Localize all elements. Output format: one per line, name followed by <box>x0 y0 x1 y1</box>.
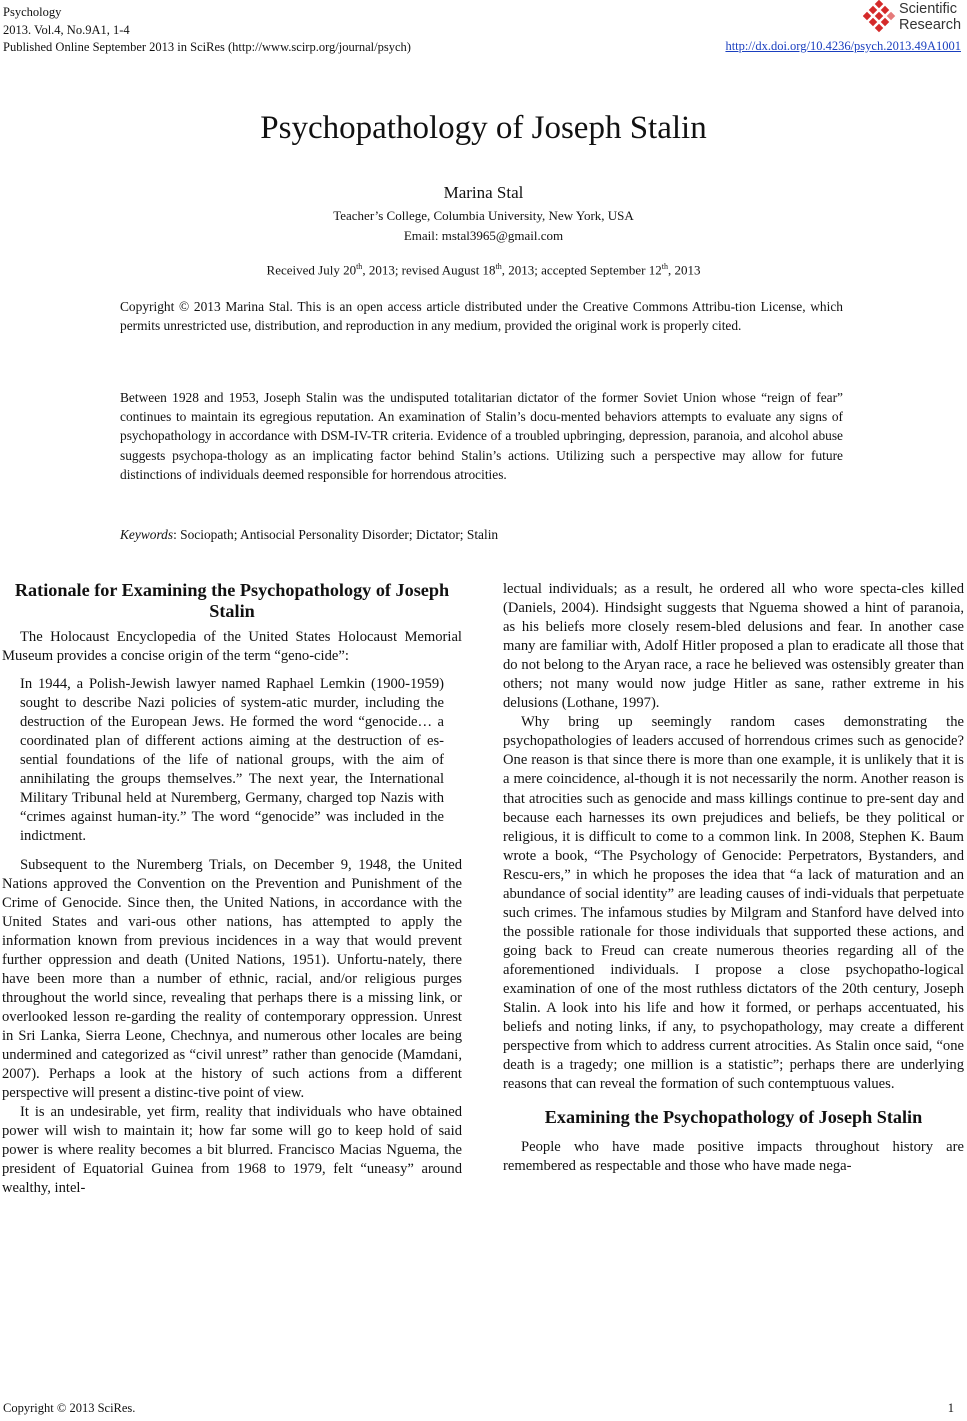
paragraph: People who have made positive impacts throughout history are remembered as respectable and those who have made nega- <box>503 1139 964 1175</box>
paragraph: It is an undesirable, yet firm, reality that individuals who have obtained power will wish to maintain it; how far some will go to keep hold of said power is where reality becomes a bit blurred. Francisco Macias Nguema, the president of Equatorial Guinea from 1968 to 1979, felt “uneasy” around wealthy, intel- <box>2 1104 462 1197</box>
paragraph-continued: lectual individuals; as a result, he ordered all who wore specta-cles killed (Daniels, 2004). Hindsight suggests that Nguema showed a hint of paranoia, as his beliefs more closely resem-bled delusions and fear. In another case many are familiar with, Adolf Hitler proposed a plan to eradicate all those that do not belong to the Aryan race, a race he believed was ostensibly greater than others; not many would now judge Hitler as sane, rather extreme in his delusions (Lothane, 1997). <box>503 581 964 712</box>
paragraph: Why bring up seemingly random cases demonstrating the psychopathologies of leaders accused of horrendous crimes such as genocide? One reason is that since there is more than one example, it is unlikely that it is a mere coincidence, al-though it is not necessarily the norm. Another reason is that atrocities such as genocide and mass killings continue to pre-sent day and because each harnesses its own prejudices and beliefs, be they political or religious, it is difficult to come to a common link. In 2008, Stephen K. Baum wrote a book, “The Psychology of Genocide: Perpetrators, Bystanders, and Rescu-ers,” in which he proposes the idea that “a lack of maturation and an abundance of social identity” are leading causes of indi-viduals that perpetuate such crimes. The infamous studies by Milgram and Stanford have delved into the possible rationale for those individuals that supported these actions, and going back to Freud can create numerous theories regarding all of the aforementioned individuals. I propose a close psychopatho-logical examination of one of the most ruthless dictators of the 20th century, Joseph Stalin. A look into his life and how it formed, or perhaps accentuated, his beliefs and noting links, if any, to psychopathology, may create a different perspective from which to address current atrocities. As Stalin once said, “one death is a tragedy; one million is a statistic”; perhaps there are underlying reasons that can reveal the formation of such contemptuous values. <box>503 714 964 1093</box>
abstract: Between 1928 and 1953, Joseph Stalin was the undisputed totalitarian dictator of the former Soviet Union whose “reign of fear” continues to maintain its egregious reputation. An examination of Stalin’s docu-mented behaviors attempts to evaluate any signs of psychopathology in accordance with DSM-IV-TR criteria. Evidence of a troubled upbringing, depression, paranoia, and alcohol abuse suggests psychopa-thology as an implicating factor behind Stalin’s actions. Utilizing such a perspective may allow for future distinctions of individuals deemed responsible for horrendous atrocities. <box>120 390 843 482</box>
keywords <box>120 527 498 543</box>
right-column <box>503 580 964 1176</box>
journal-name: Psychology <box>3 5 62 19</box>
author-email: Email: mstal3965@gmail.com <box>403 228 564 243</box>
article-title: Psychopathology of Joseph Stalin <box>260 110 707 146</box>
paragraph: The Holocaust Encyclopedia of the United States Holocaust Memorial Museum provides a concise origin of the term “geno-cide”: <box>2 629 462 665</box>
section-heading-rationale: Rationale for Examining the Psychopathology of Joseph Stalin <box>14 580 450 621</box>
footer-copyright: Copyright © 2013 SciRes. <box>3 1401 136 1415</box>
logo-diamond-icon <box>863 0 897 34</box>
volume-info: 2013. Vol.4, No.9A1, 1-4 <box>3 22 130 37</box>
block-quote: In 1944, a Polish-Jewish lawyer named Raphael Lemkin (1900-1959) sought to describe Nazi policies of system-atic murder, including the destruction of the European Jews. He formed the word “genocide… a coordinated plan of different actions aiming at the destruction of es-sential foundations of the life of national groups, with the aim of annihilating the groups themselves.” The next year, the International Military Tribunal held at Nuremberg, Germany, charged top Nazis with “crimes against human-ity.” The word “genocide” was included in the indictment. <box>20 676 444 845</box>
logo-text-line1: Scientific <box>899 1 958 17</box>
publication-info: Published Online September 2013 in SciRes (http://www.scirp.org/journal/psych) <box>3 40 411 54</box>
doi-link[interactable]: http://dx.doi.org/10.4236/psych.2013.49A1001 <box>725 39 961 53</box>
keywords-label: Keywords <box>120 527 174 542</box>
logo-text-line2: Research <box>899 17 962 33</box>
section-heading-examining: Examining the Psychopathology of Joseph Stalin <box>544 1107 923 1128</box>
running-header <box>3 4 411 57</box>
paragraph: Subsequent to the Nuremberg Trials, on December 9, 1948, the United Nations approved the Convention on the Prevention and Punishment of the Crime of Genocide. Since then, the United Nations, in accordance with the United States and vari-ous other nations, has attempted to apply the information known from previous incidences in a way that would prevent further oppression and death (United Nations, 1951). Unfortu-nately, there have been more than a number of ethnic, racial, and/or religious purges throughout the world since, revealing that perhaps there is a missing link, or overlooked lesson re-garding the reality of contemporary oppression. Unrest in Sri Lanka, Sierra Leone, Chechnya, and numerous other locales are being undermined and categorized as “civil unrest” rather than genocide (Mamdani, 2007). Perhaps a look at the history of such actions from a different perspective will present a distinc-tive point of view. <box>2 856 462 1102</box>
author-affiliation: Teacher’s College, Columbia University, New York, USA <box>333 208 634 223</box>
author-name: Marina Stal <box>443 183 524 202</box>
copyright-notice: Copyright © 2013 Marina Stal. This is an open access article distributed under the Creative Commons Attribu-tion License, which permits unrestricted use, distribution, and reproduction in any medium, provided the original work is properly cited. <box>120 299 843 334</box>
page-number: 1 <box>947 1401 954 1415</box>
left-column <box>2 580 462 1198</box>
scientific-research-logo <box>863 0 963 36</box>
keywords-list: : Sociopath; Antisocial Personality Disorder; Dictator; Stalin <box>173 527 499 542</box>
received-dates: Received July 20th, 2013; revised August 18th, 2013; accepted September 12th, 2013 <box>266 262 701 278</box>
